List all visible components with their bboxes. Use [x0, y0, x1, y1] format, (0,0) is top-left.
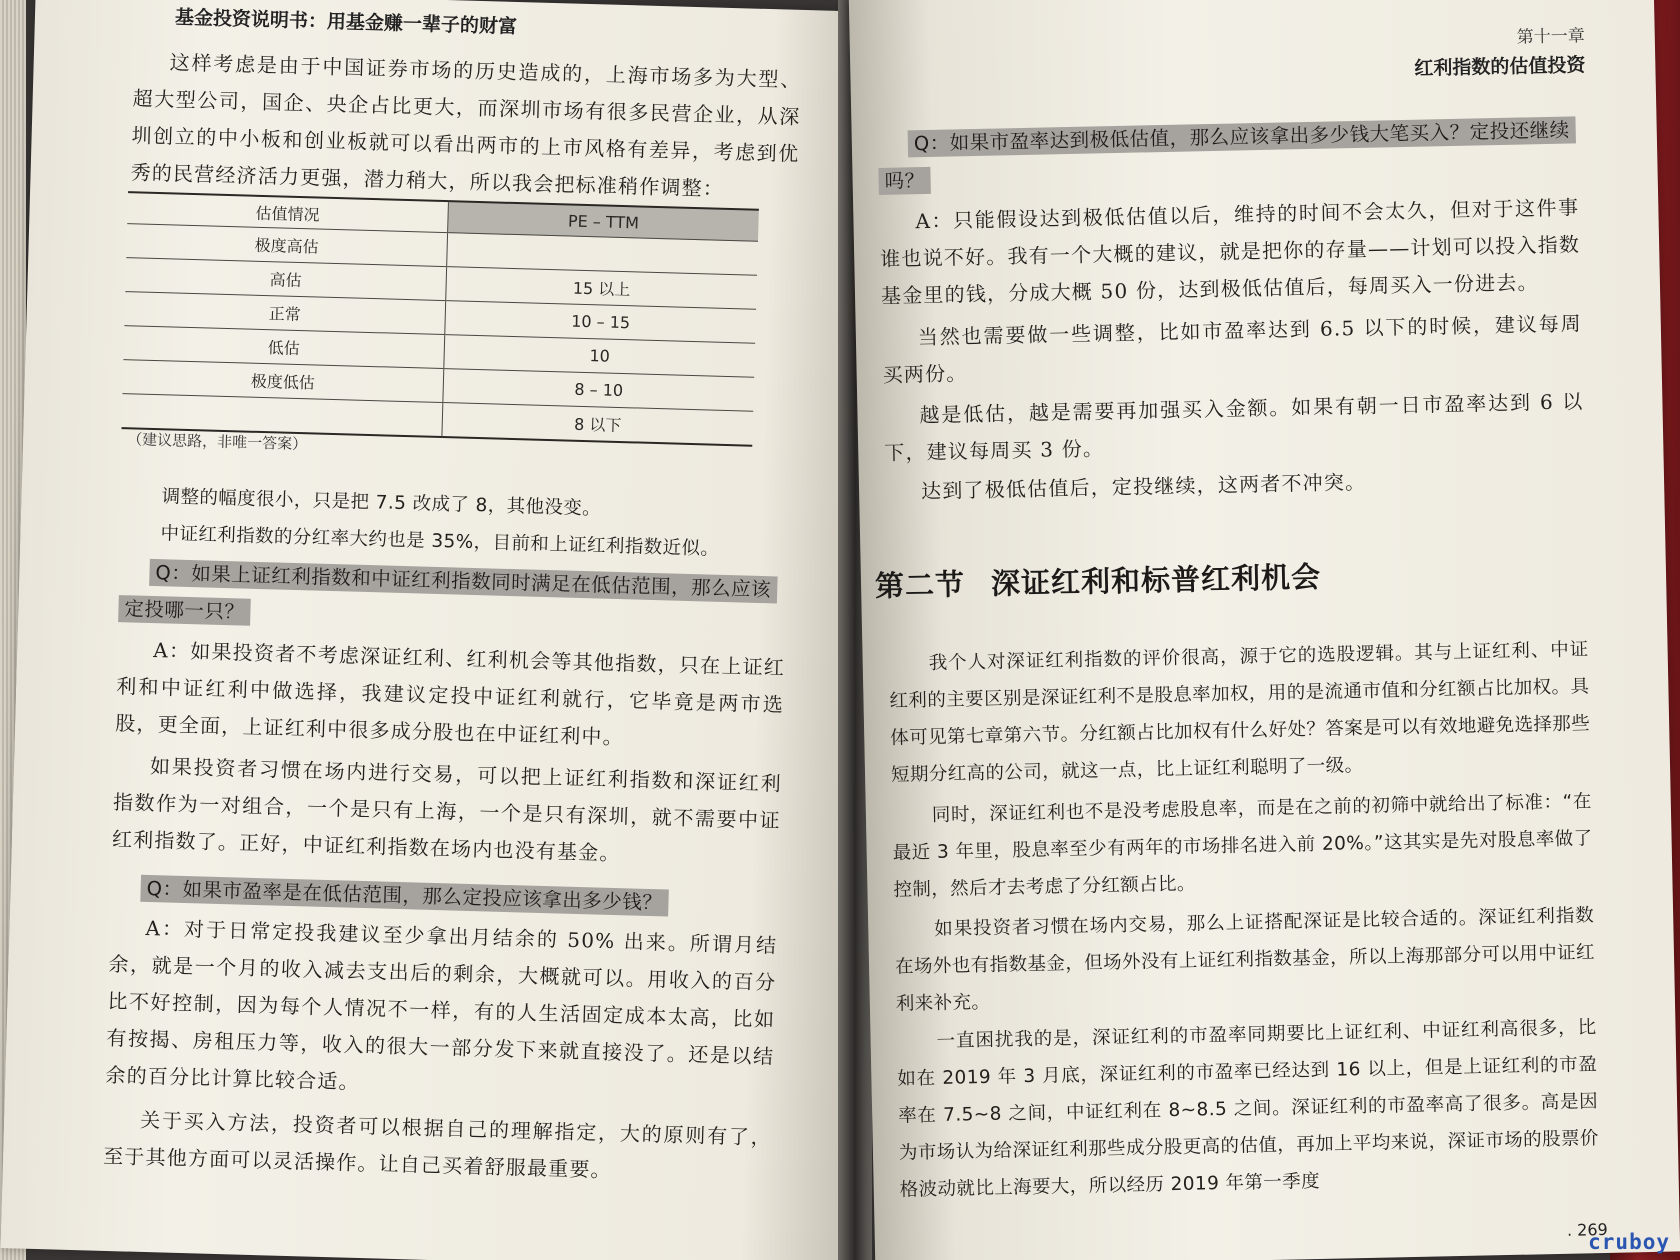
table-cell: 极度低估: [122, 360, 443, 403]
dividend-paragraph: 中证红利指数的分红率大约也是 35%，目前和上证红利指数近似。: [160, 523, 720, 560]
section-number: 第二节: [874, 567, 966, 604]
table-cell: 15 以上: [446, 267, 757, 310]
running-head: 基金投资说明书：用基金赚一辈子的财富: [174, 6, 518, 38]
section-title: 深证红利和标普红利机会: [990, 559, 1322, 601]
table-cell: 正常: [124, 292, 445, 335]
table-header-cell: PE – TTM: [448, 201, 759, 241]
question-1: [118, 553, 788, 646]
section-paragraph-1: 我个人对深证红利指数的评价很高，源于它的选股逻辑。其与上证红利、中证红利的主要区别是深证红利不是股息率加权，用的是流通市值和分红额占比加权。具体可见第七章第六节。分红额占比加权有什么好处？答案是可以有效地避免选择那些短期分红高的公司，就这一点，比上证红利聪明了一级。: [889, 639, 1591, 786]
section-heading: [875, 555, 1322, 605]
chapter-label: 第十一章: [1516, 26, 1585, 48]
section-paragraph-3: 如果投资者习惯在场内交易，那么上证搭配深证是比较合适的。深证红利指数在场外也有指数基金，但场外没有上证红利指数基金，所以上海那部分可以用中证红利来补充。: [894, 905, 1596, 1015]
right-page: [849, 0, 1680, 1260]
section-paragraph-4: 一直困扰我的是，深证红利的市盈率同期要比上证红利、中证红利高很多，比如在 2019 年 3 月底，深证红利的市盈率已经达到 16 以上，但是上证红利的市盈率在 7.5~8 之间，中证红利在 8~8.5 之间。深证红利的市盈率高了很多。高是因为市场认为给深证红利那些成分股更高的估值，再加上平均来说，深证市场的股票价格波动就比上海要大，所以经历 2019 年第一季度: [897, 1017, 1600, 1201]
question-1-highlight: Q：如果上证红利指数和中证红利指数同时满足在低估范围，那么应该定投哪一只？: [118, 559, 777, 626]
onsite-paragraph: 如果投资者习惯在场内进行交易，可以把上证红利指数和深证红利指数作为一对组合，一个是只有上海，一个是只有深圳，就不需要中证红利指数了。正好，中证红利指数在场内也没有基金。: [111, 754, 783, 866]
both-paragraph: 达到了极低估值后，定投继续，这两者不冲突。: [920, 469, 1367, 504]
table-cell: 低估: [123, 326, 444, 369]
section-paragraph-2: 同时，深证红利也不是没考虑股息率，而是在之前的初筛中就给出了标准：“在最近 3 年里，股息率至少有两年的市场排名进入前 20%。”这其实是先对股息率做了控制，然后才去考虑了分红额占比。: [892, 791, 1593, 901]
watermark-text: cruboy: [1588, 1230, 1670, 1254]
answer-3: A：只能假设达到极低估值以后，维持的时间不会太久，但对于这件事谁也说不好。我有一个大概的建议，就是把你的存量——计划可以投入指数基金里的钱，分成大概 50 份，达到极低估值后，每周买入一份进去。: [879, 195, 1581, 308]
question-2-highlight: Q：如果市盈率是在低估范围，那么定投应该拿出多少钱？: [140, 875, 668, 917]
lower-paragraph: 越是低估，越是需要再加强买入金额。如果有朝一日市盈率达到 6 以下，建议每周买 3 份。: [884, 389, 1584, 465]
table-cell: 极度高估: [126, 224, 447, 267]
page-number: . 269: [1566, 1219, 1608, 1240]
answer-1: A：如果投资者不考虑深证红利、红利机会等其他指数，只在上证红利和中证红利中做选择，我建议定投中证红利就行，它毕竟是两市选股，更全面，上证红利中很多成分股也在中证红利中。: [114, 638, 786, 750]
question-3: [877, 111, 1578, 200]
question-3-highlight: Q：如果市盈率达到极低估值，那么应该拿出多少钱大笔买入？定投还继续吗？: [878, 116, 1575, 195]
valuation-table: [121, 191, 758, 447]
left-page: [1, 0, 876, 1260]
table-cell: 8 – 10: [443, 369, 754, 412]
adjust-two-paragraph: 当然也需要做一些调整，比如市盈率达到 6.5 以下的时候，建议每周买两份。: [882, 311, 1583, 387]
table-cell: 10: [444, 335, 755, 378]
chapter-header: [1413, 21, 1585, 81]
table-header-cell: 估值情况: [127, 192, 448, 232]
answer-2: A：对于日常定投我建议至少拿出月结余的 50% 出来。所谓月结余，就是一个月的收入减去支出后的剩余，大概就可以。用收入的百分比不好控制，因为每个人情况不一样，有的人生活固定成本太高，比如有按揭、房租压力等，收入的很大一部分发下来就直接没了。还是以结余的百分比计算比较合适。: [105, 915, 778, 1094]
intro-paragraph: 这样考虑是由于中国证券市场的历史造成的，上海市场多为大型、超大型公司，国企、央企占比更大，而深圳市场有很多民营企业，从深圳创立的中小板和创业板就可以看出两市的上市风格有差异，考虑到优秀的民营经济活力更强，潜力稍大，所以我会把标准稍作调整：: [130, 50, 802, 201]
table-cell: 8 以下: [442, 403, 753, 446]
table-cell: 10 – 15: [445, 301, 756, 344]
table-cell: 高估: [125, 258, 446, 301]
adjust-paragraph: 调整的幅度很小，只是把 7.5 改成了 8，其他没变。: [161, 486, 602, 520]
method-paragraph: 关于买入方法，投资者可以根据自己的理解指定，大的原则有了，至于其他方面可以灵活操作。让自己买着舒服最重要。: [102, 1107, 773, 1183]
table-note: （建议思路，非唯一答案）: [126, 430, 308, 454]
chapter-title: 红利指数的估值投资: [1414, 54, 1586, 80]
